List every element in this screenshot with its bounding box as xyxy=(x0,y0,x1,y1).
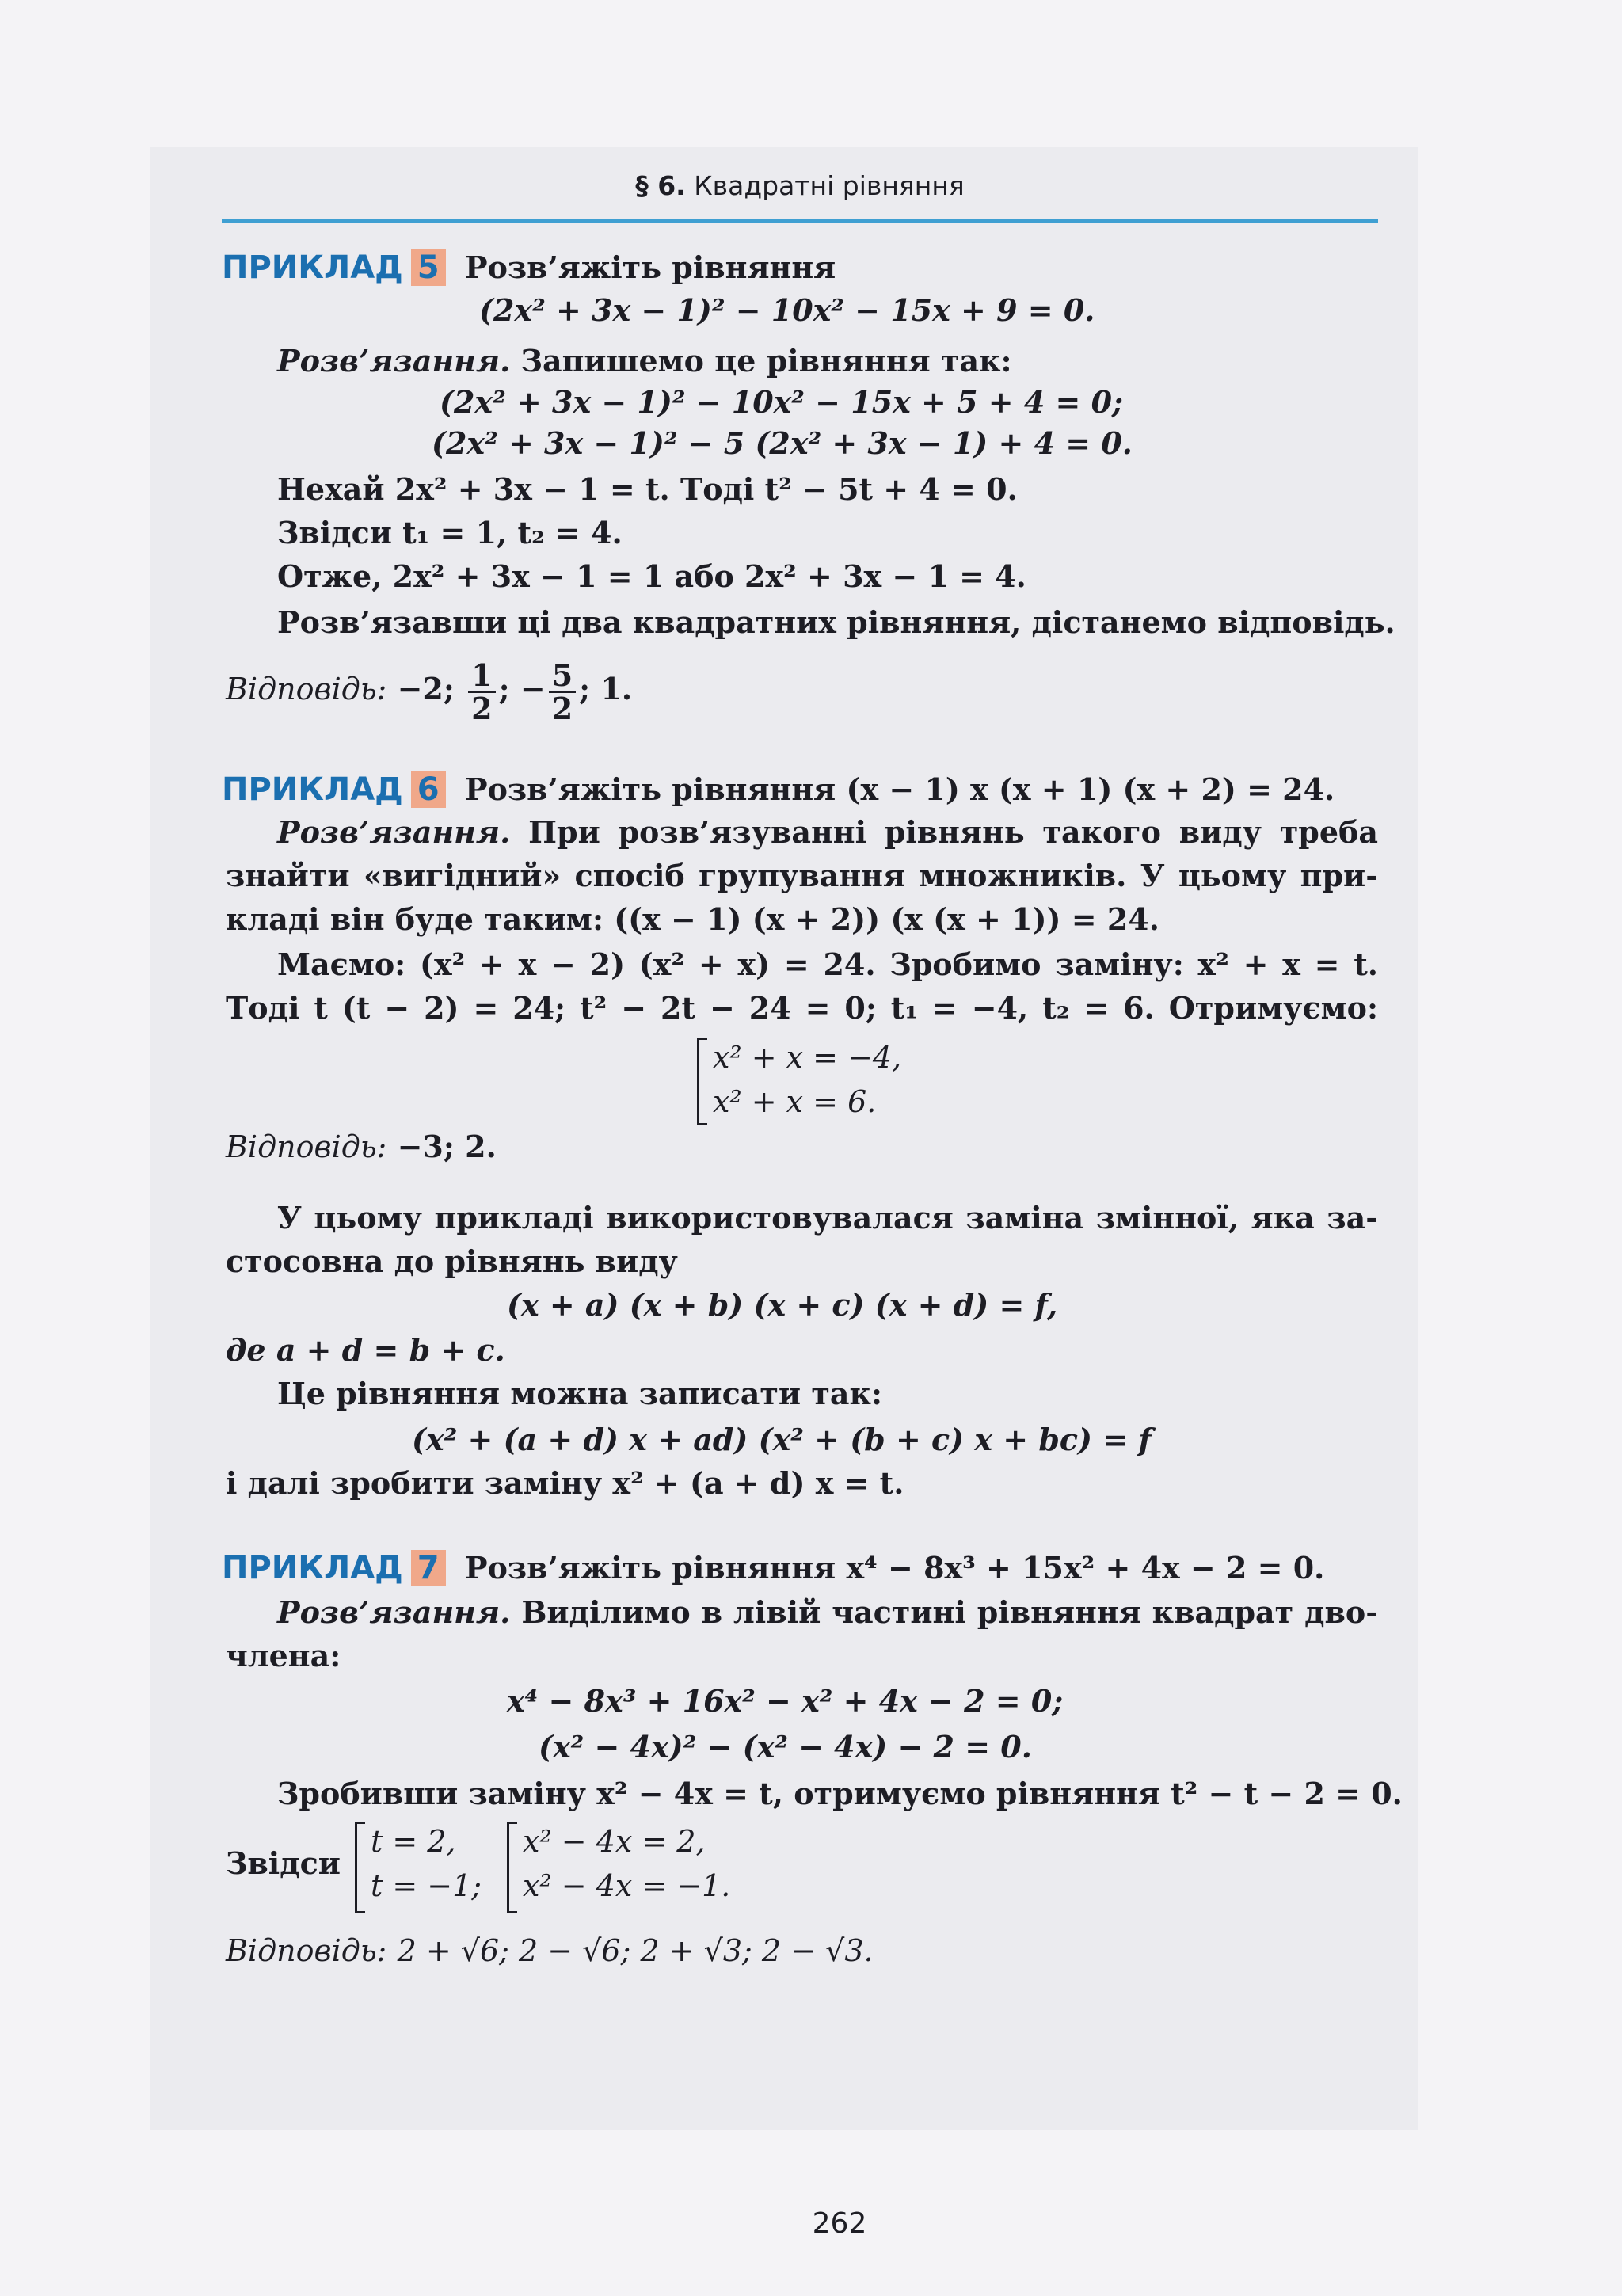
system-bracket xyxy=(507,1822,517,1913)
section-title: Квадратні рівняння xyxy=(694,170,965,201)
example-5-eq3: (2x² + 3x − 1)² − 5 (2x² + 3x − 1) + 4 = 0. xyxy=(432,425,1133,461)
answer-fraction-1 xyxy=(468,657,495,726)
solution-text: Запишемо це рівняння так: xyxy=(520,343,1012,379)
answer-fraction-2 xyxy=(549,657,576,726)
example-7-label xyxy=(222,1548,446,1588)
running-header xyxy=(222,170,1378,201)
answer-label: Відповідь: xyxy=(226,672,387,706)
example-6-p4: Маємо: (x² + x − 2) (x² + x) = 24. Зробимо заміну: x² + x = t. xyxy=(277,946,1378,982)
example-7-eq1: x⁴ − 8x³ + 16x² − x² + 4x − 2 = 0; xyxy=(507,1683,1064,1719)
system-row: t = −1; xyxy=(371,1868,482,1903)
answer-end: ; 1. xyxy=(579,671,633,706)
system-row: x² − 4x = 2, xyxy=(523,1824,706,1859)
example-5-line1: Нехай 2x² + 3x − 1 = t. Тоді t² − 5t + 4 = 0. xyxy=(277,471,1018,507)
example-5-task: Розв’яжіть рівняння xyxy=(465,249,836,285)
answer-value: −3; 2. xyxy=(397,1129,497,1164)
fraction-numerator: 5 xyxy=(549,660,576,693)
page-number: 262 xyxy=(812,2207,867,2240)
example-7-p1 xyxy=(277,1594,1378,1631)
answer-value: 2 + √6; 2 − √6; 2 + √3; 2 − √3. xyxy=(397,1933,874,1968)
example-7-p3: Зробивши заміну x² − 4x = t, отримуємо рівняння t² − t − 2 = 0. xyxy=(277,1776,1403,1811)
remark-p4: Це рівняння можна записати так: xyxy=(277,1376,882,1411)
example-5-solution xyxy=(277,343,1012,379)
example-7-answer xyxy=(226,1932,874,1969)
example-5-line3: Отже, 2x² + 3x − 1 = 1 або 2x² + 3x − 1 = 4. xyxy=(277,558,1026,594)
system-row: x² + x = −4, xyxy=(713,1040,902,1075)
fraction-numerator: 1 xyxy=(468,660,495,693)
answer-label: Відповідь: xyxy=(226,1129,387,1164)
fraction-denominator: 2 xyxy=(551,690,573,726)
example-6-answer xyxy=(226,1129,497,1165)
fraction-denominator: 2 xyxy=(471,690,493,726)
example-6-p3: кладі він буде таким: ((x − 1) (x + 2)) (x (x + 1)) = 24. xyxy=(226,901,1159,937)
solution-label: Розв’язання. xyxy=(277,343,511,379)
system-row: x² + x = 6. xyxy=(713,1084,877,1119)
example-6-p5: Тоді t (t − 2) = 24; t² − 2t − 24 = 0; t₁ = −4, t₂ = 6. Отримуємо: xyxy=(226,990,1378,1026)
remark-eq1: (x + a) (x + b) (x + c) (x + d) = f, xyxy=(507,1287,1058,1323)
example-6-system xyxy=(713,1035,901,1124)
section-number: § 6. xyxy=(635,170,686,201)
solution-label: Розв’язання. xyxy=(277,1594,511,1630)
example-5-eq2: (2x² + 3x − 1)² − 10x² − 15x + 5 + 4 = 0; xyxy=(440,384,1124,420)
example-6-p1 xyxy=(277,814,1378,851)
example-5-answer xyxy=(226,653,632,725)
example-6-label xyxy=(222,770,446,809)
example-5-label xyxy=(222,248,446,287)
example-label-text: ПРИКЛАД xyxy=(222,771,403,808)
example-7-eq2: (x² − 4x)² − (x² − 4x) − 2 = 0. xyxy=(539,1729,1032,1765)
solution-label: Розв’язання. xyxy=(277,814,511,850)
example-label-text: ПРИКЛАД xyxy=(222,1550,403,1586)
solution-text: Виділимо в лівій частині рівняння квадрат дво- xyxy=(521,1594,1378,1630)
system-bracket xyxy=(697,1038,707,1125)
example-5-line4: Розв’язавши ці два квадратних рівняння, дістанемо відповідь. xyxy=(277,604,1395,640)
solution-text: При розв’язуванні рівнянь такого виду треба xyxy=(528,814,1378,850)
remark-eq2: (x² + (a + d) x + ad) (x² + (b + c) x + bc) = f xyxy=(412,1422,1152,1457)
page-content xyxy=(150,147,1529,2285)
remark-p3: де a + d = b + c. xyxy=(226,1332,505,1368)
example-5-line2: Звідси t₁ = 1, t₂ = 4. xyxy=(277,515,623,550)
answer-separator: ; − xyxy=(498,671,546,706)
example-5-equation: (2x² + 3x − 1)² − 10x² − 15x + 9 = 0. xyxy=(479,292,1095,328)
answer-label: Відповідь: xyxy=(226,1933,387,1968)
example-7-task: Розв’яжіть рівняння x⁴ − 8x³ + 15x² + 4x − 2 = 0. xyxy=(465,1550,1325,1586)
system-bracket xyxy=(355,1822,365,1913)
example-6-task: Розв’яжіть рівняння (x − 1) x (x + 1) (x + 2) = 24. xyxy=(465,771,1335,807)
example-7-hence: Звідси xyxy=(226,1845,341,1881)
system-row: x² − 4x = −1. xyxy=(523,1868,731,1903)
example-7-p2: члена: xyxy=(226,1638,341,1673)
remark-p1: У цьому прикладі використовувалася заміна змінної, яка за- xyxy=(277,1200,1378,1236)
remark-p5: і далі зробити заміну x² + (a + d) x = t. xyxy=(226,1465,904,1501)
example-number-badge: 6 xyxy=(411,771,446,808)
example-7-system-x xyxy=(523,1819,730,1908)
example-label-text: ПРИКЛАД xyxy=(222,249,403,286)
header-rule xyxy=(222,219,1378,223)
example-6-p2: знайти «вигідний» спосіб групування множників. У цьому при- xyxy=(226,858,1378,893)
answer-value: −2; xyxy=(397,671,455,706)
system-row: t = 2, xyxy=(371,1824,456,1859)
example-7-system-t xyxy=(371,1819,482,1908)
example-number-badge: 7 xyxy=(411,1550,446,1586)
remark-p2: стосовна до рівнянь виду xyxy=(226,1243,678,1279)
example-number-badge: 5 xyxy=(411,249,446,286)
